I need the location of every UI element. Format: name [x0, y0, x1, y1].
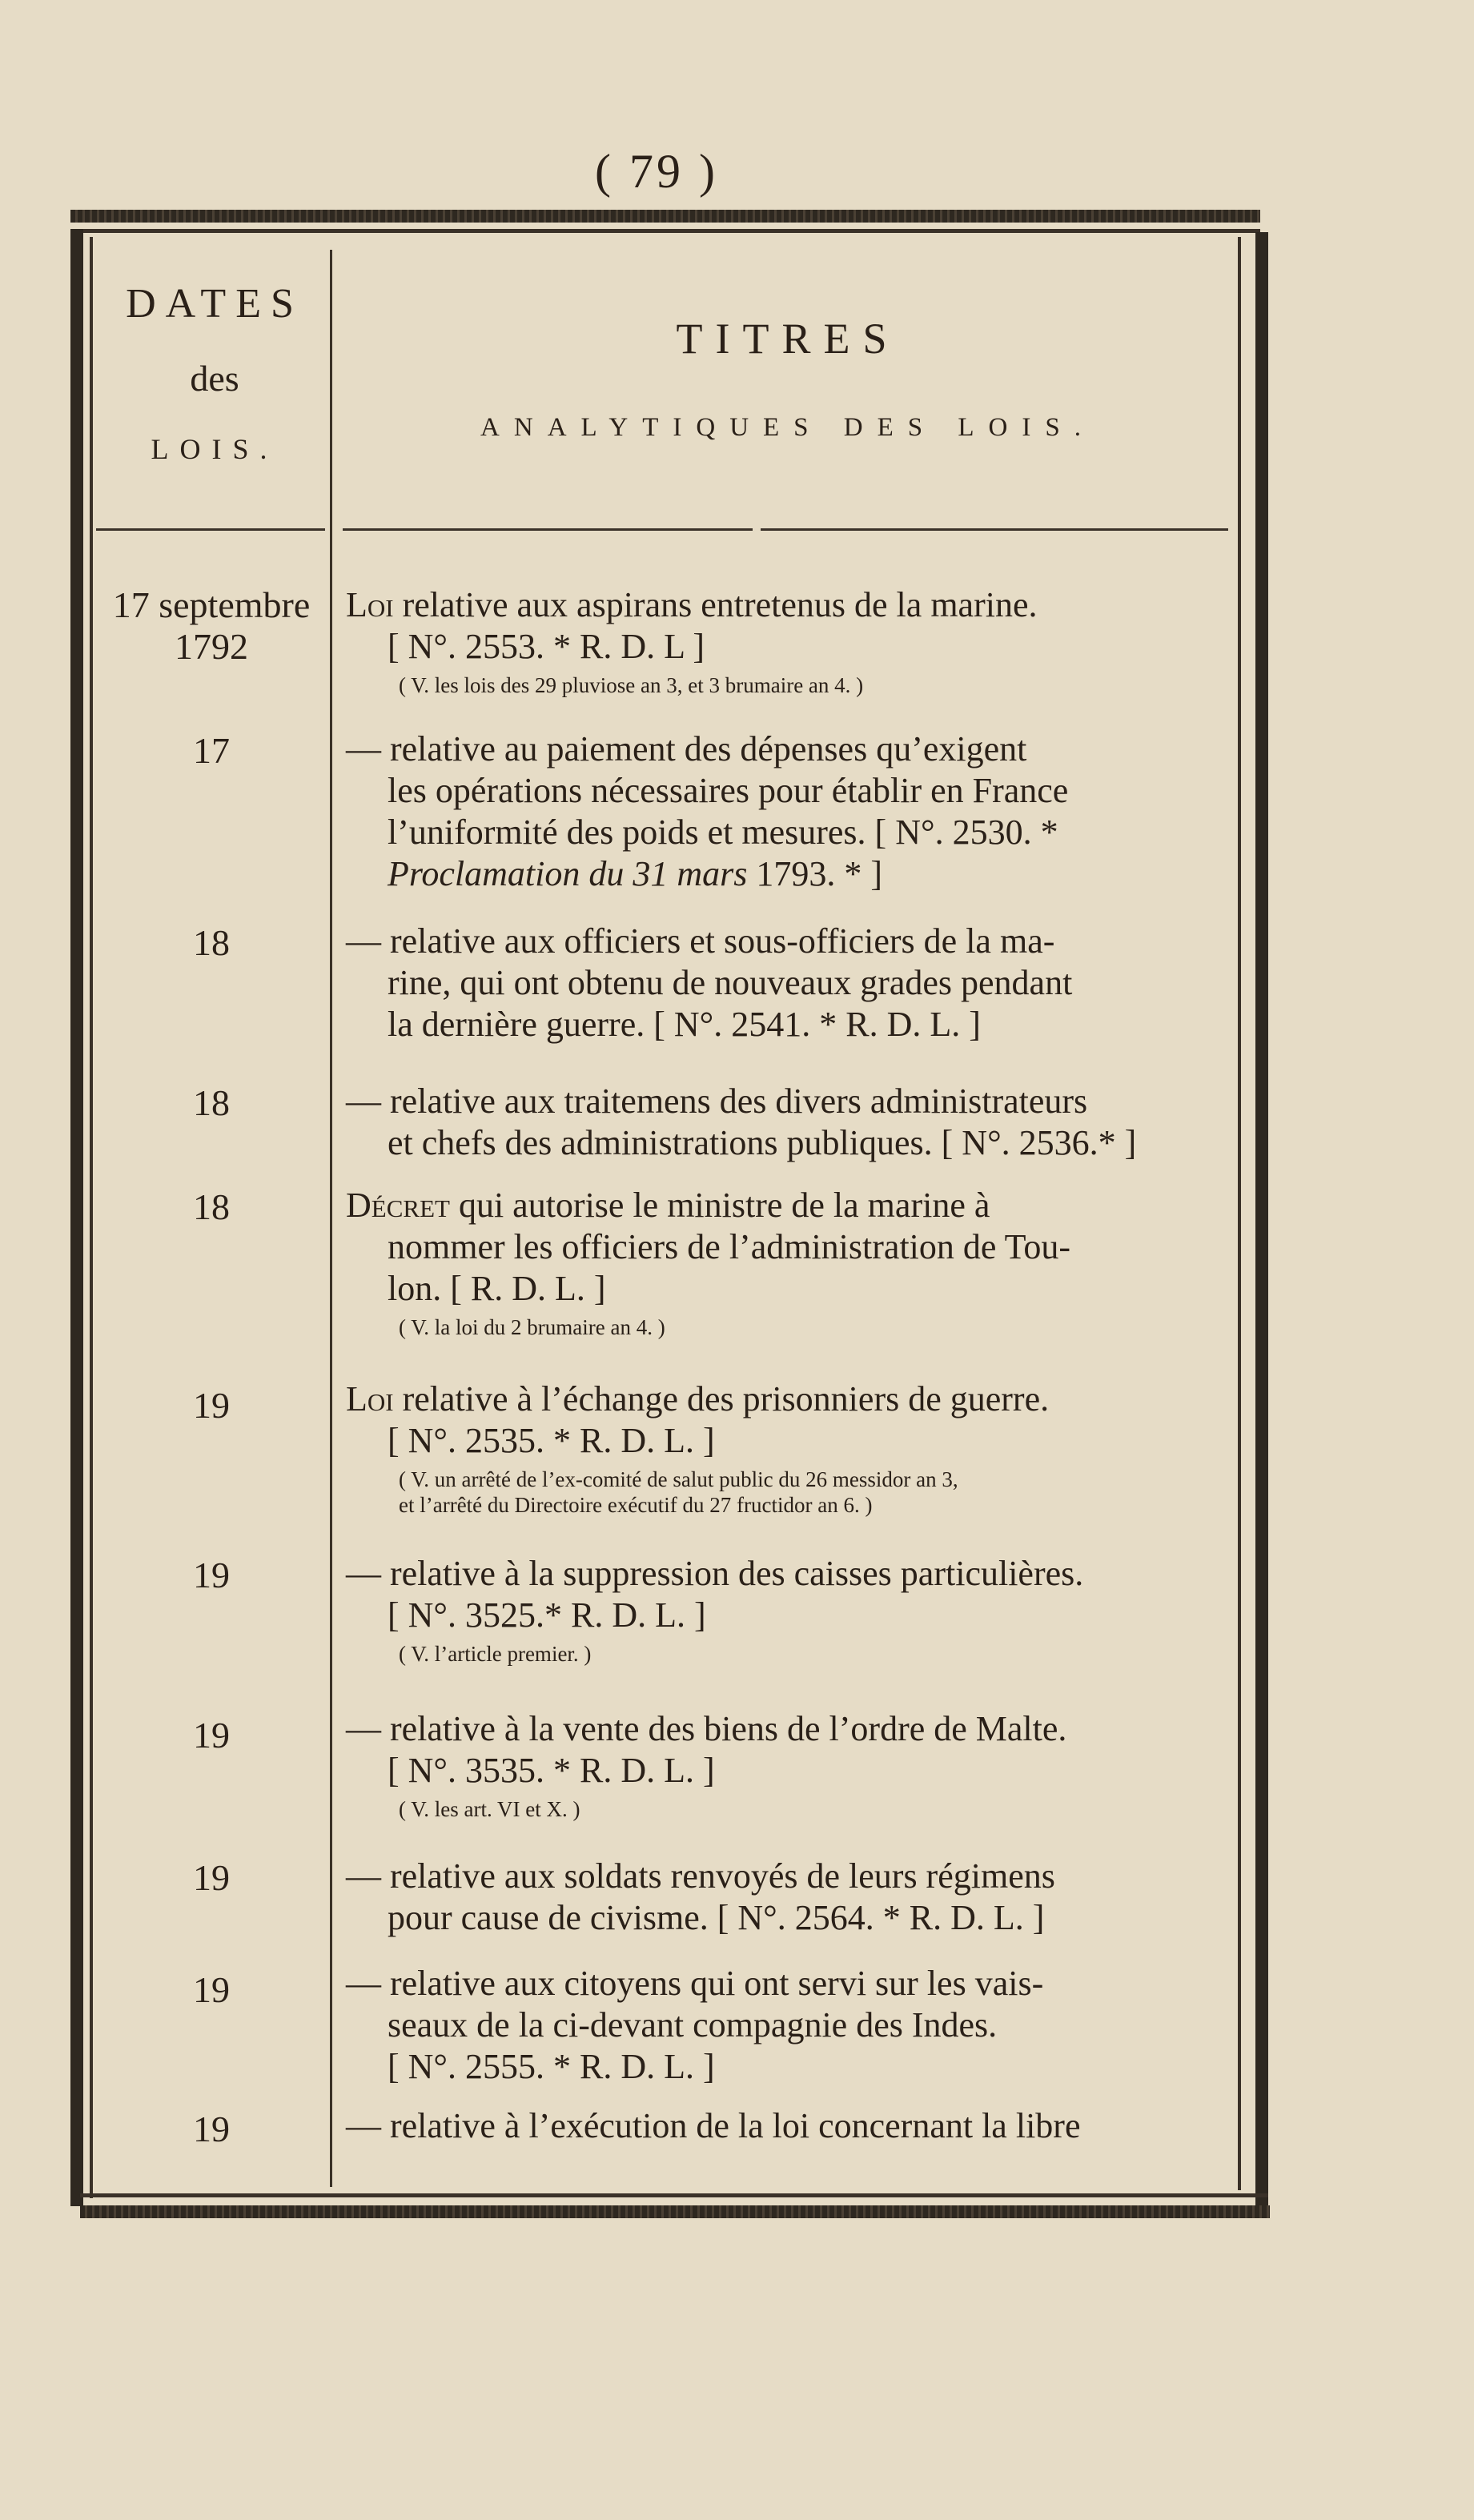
- date-line: 18: [193, 922, 230, 963]
- header-rule-mid: [343, 528, 753, 531]
- entry-line: rine, qui ont obtenu de nouveaux grades pendant: [388, 963, 1073, 1002]
- date-line: 18: [193, 1082, 230, 1123]
- entry-line: — relative au paiement des dépenses qu’exigent: [346, 729, 1027, 768]
- entry-date: [96, 1857, 327, 1899]
- date-line: 17 septembre: [112, 584, 311, 625]
- entry-note: ( V. les lois des 29 pluviose an 3, et 3 brumaire an 4. ): [399, 673, 864, 697]
- header-des: des: [190, 358, 239, 399]
- entry-line: et chefs des administrations publiques. [ N°. 2536.* ]: [388, 1123, 1137, 1162]
- entry-text: [346, 2105, 1227, 2147]
- entry-line: [ N°. 3535. * R. D. L. ]: [388, 1751, 715, 1790]
- entry-line: relative aux aspirans entretenus de la marine.: [393, 585, 1038, 624]
- bottom-thin-rule: [80, 2193, 1268, 2197]
- entry-date: [96, 1969, 327, 2011]
- entry-note: et l’arrêté du Directoire exécutif du 27 fructidor an 6. ): [399, 1493, 873, 1517]
- entry-line: la dernière guerre. [ N°. 2541. * R. D. L. ]: [388, 1005, 981, 1044]
- header-rule-left: [96, 528, 325, 531]
- date-line: 19: [193, 1715, 230, 1756]
- left-inner-border: [90, 237, 93, 2198]
- entry-line: — relative à la vente des biens de l’ordre de Malte.: [346, 1709, 1067, 1748]
- entry-date: [96, 1555, 327, 1596]
- left-border: [70, 229, 83, 2206]
- entry-note: ( V. la loi du 2 brumaire an 4. ): [399, 1315, 665, 1339]
- entry-line: [ N°. 3525.* R. D. L. ]: [388, 1595, 706, 1635]
- entry-date: [96, 1186, 327, 1228]
- entry-line: relative à l’échange des prisonniers de guerre.: [393, 1379, 1050, 1419]
- entry-text: [346, 728, 1227, 895]
- entry-date: [96, 584, 327, 668]
- top-double-rule: [70, 210, 1260, 223]
- date-line: 18: [193, 1186, 230, 1227]
- entry-line: l’uniformité des poids et mesures. [ N°. 2530. *: [388, 813, 1058, 852]
- right-inner-border: [1238, 237, 1241, 2190]
- page-number: ( 79 ): [595, 145, 718, 198]
- entry-lead: Décret: [346, 1186, 450, 1225]
- header-dates: DATES: [126, 281, 303, 327]
- entry-text: [346, 921, 1227, 1045]
- entry-line: — relative aux officiers et sous-officiers de la ma-: [346, 921, 1055, 961]
- entry-date: [96, 922, 327, 964]
- header-titres: TITRES: [676, 315, 900, 363]
- entry-italic-tail: 1793. * ]: [747, 854, 883, 893]
- header-analytiques: ANALYTIQUES DES LOIS.: [480, 413, 1095, 442]
- entry-lead: Loi: [346, 1379, 394, 1419]
- entry-italic: Proclamation du 31 mars: [388, 854, 748, 893]
- entry-text: [346, 1708, 1227, 1822]
- entry-date: [96, 1715, 327, 1756]
- entry-line: — relative à l’exécution de la loi concernant la libre: [346, 2106, 1081, 2145]
- entry-text: [346, 584, 1227, 698]
- top-thin-rule: [70, 229, 1260, 233]
- entry-note: ( V. les art. VI et X. ): [399, 1797, 580, 1821]
- entry-line: [ N°. 2553. * R. D. L ]: [388, 627, 705, 666]
- entry-line: seaux de la ci-devant compagnie des Indes.: [388, 2005, 998, 2044]
- entry-date: [96, 1385, 327, 1427]
- entry-text: [346, 1081, 1227, 1164]
- header-lois: LOIS.: [151, 433, 279, 465]
- entry-line: lon. [ R. D. L. ]: [388, 1269, 606, 1308]
- entry-date: [96, 730, 327, 772]
- right-border: [1255, 232, 1268, 2216]
- entry-text: [346, 1553, 1227, 1667]
- entry-lead: Loi: [346, 585, 394, 624]
- entry-text: [346, 1185, 1227, 1340]
- date-line: 19: [193, 2109, 230, 2149]
- entry-line: qui autorise le ministre de la marine à: [449, 1186, 990, 1225]
- entry-text: [346, 1963, 1227, 2088]
- bottom-double-rule: [80, 2205, 1270, 2218]
- column-divider: [330, 250, 332, 2187]
- entry-line: [ N°. 2555. * R. D. L. ]: [388, 2047, 715, 2086]
- date-line: 19: [193, 1555, 230, 1595]
- entry-line: nommer les officiers de l’administration de Tou-: [388, 1227, 1071, 1266]
- entry-line: les opérations nécessaires pour établir en France: [388, 771, 1069, 810]
- date-line: 19: [193, 1969, 230, 2010]
- entry-line: — relative aux citoyens qui ont servi sur les vais-: [346, 1964, 1044, 2003]
- date-line: 1792: [175, 626, 248, 667]
- entry-line: [ N°. 2535. * R. D. L. ]: [388, 1421, 715, 1460]
- entry-line: — relative à la suppression des caisses particulières.: [346, 1554, 1084, 1593]
- date-line: 19: [193, 1385, 230, 1426]
- entry-note: ( V. un arrêté de l’ex-comité de salut public du 26 messidor an 3,: [399, 1467, 958, 1491]
- entry-note: ( V. l’article premier. ): [399, 1642, 592, 1666]
- entry-date: [96, 1082, 327, 1124]
- entry-text: [346, 1856, 1227, 1939]
- entry-text: [346, 1378, 1227, 1518]
- header-rule-right: [761, 528, 1228, 531]
- entry-date: [96, 2109, 327, 2150]
- date-line: 19: [193, 1857, 230, 1898]
- date-line: 17: [193, 730, 230, 771]
- entry-line: — relative aux soldats renvoyés de leurs régimens: [346, 1856, 1055, 1896]
- entry-line: — relative aux traitemens des divers administrateurs: [346, 1081, 1088, 1121]
- entry-line: pour cause de civisme. [ N°. 2564. * R. D. L. ]: [388, 1898, 1045, 1937]
